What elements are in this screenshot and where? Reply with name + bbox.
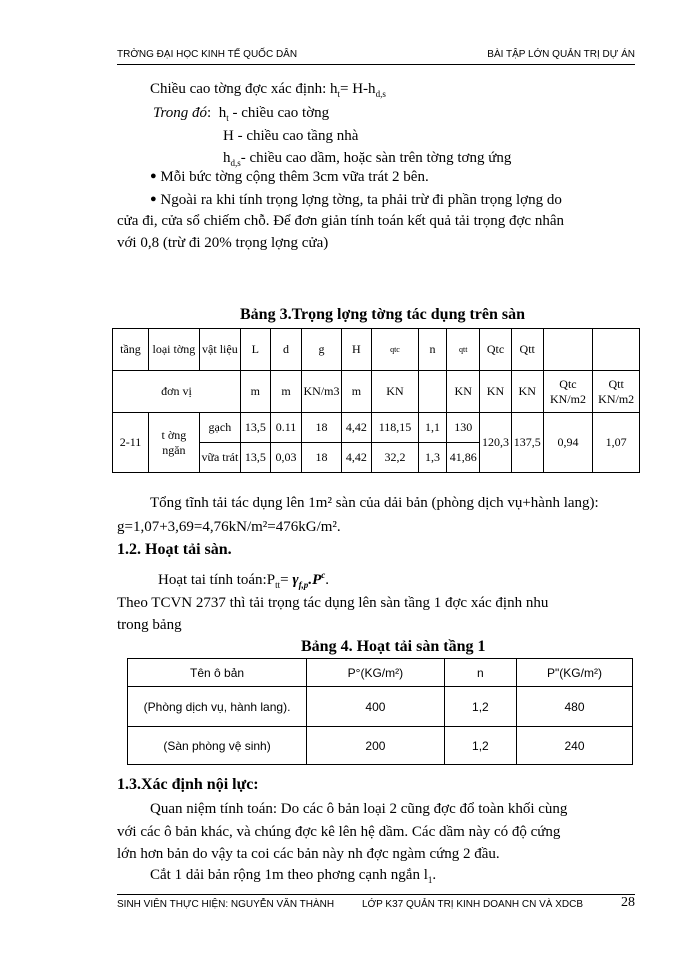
where-line1: Trong đó: $h_t$ - chiều cao tờng — [153, 105, 330, 123]
cell: 4,42 — [341, 413, 372, 443]
tcvn-line2: trong bảng — [117, 617, 182, 633]
table-row — [113, 413, 640, 443]
bullet-2: ● Ngoài ra khi tính trọng lợng tờng, ta phải trừ đi phần trọng lợng do — [150, 192, 562, 208]
sec13-line2: với các ô bản khác, và chúng đợc kê lên hệ dầm. Các dầm này có độ cứng — [117, 824, 561, 840]
where-line2: H - chiều cao tầng nhà — [223, 128, 359, 144]
sec13-line1: Quan niệm tính toán: Do các ô bản loại 2 cũng đợc đổ toàn khối cùng — [150, 801, 568, 817]
page-header — [117, 48, 635, 65]
cell: 18 — [302, 413, 341, 443]
wall-height-line: Chiều cao tờng đợc xác định: $h_t= H-h_{d,s}$ — [150, 81, 386, 99]
table-header-row — [113, 329, 640, 371]
header-right: BÀI TẬP LỚN QUẢN TRỊ DỰ ÁN — [487, 49, 635, 60]
live-load-table — [127, 658, 633, 765]
unit-cell: Qtt KN/m2 — [593, 371, 640, 413]
page-footer — [117, 894, 635, 915]
total-load-line2: g=1,07+3,69=4,76kN/m²=476kG/m². — [117, 519, 341, 535]
unit-cell: KN — [511, 371, 543, 413]
unit-cell: KN — [372, 371, 419, 413]
sec13-line3: lớn hơn bản do vậy ta coi các bản này nh đợc ngàm cứng 2 đầu. — [117, 846, 500, 862]
cell: 13,5 — [241, 413, 271, 443]
sec13-line4: Cắt 1 dải bản rộng 1m theo phơng cạnh ngắn $l_1$. — [150, 867, 437, 885]
cell: 4,42 — [341, 443, 372, 473]
loai-cell: t ờng ngăn — [148, 413, 199, 473]
unit-cell: m — [341, 371, 372, 413]
footer-student: SINH VIÊN THỰC HIỆN: NGUYỄN VĂN THÀNH — [117, 899, 335, 910]
tang-cell: 2-11 — [113, 413, 149, 473]
section-1-2-title: 1.2. Hoạt tải sàn. — [117, 541, 232, 558]
cell: 1,2 — [444, 687, 516, 727]
cell: 400 — [307, 687, 445, 727]
bullet-icon: ● — [150, 170, 157, 182]
header-cell: n — [418, 329, 447, 371]
header-cell: P°(KG/m²) — [307, 659, 445, 687]
unit-cell — [418, 371, 447, 413]
header-cell: vật liệu — [199, 329, 240, 371]
material-cell: vữa trát — [199, 443, 240, 473]
header-cell: L — [241, 329, 271, 371]
unit-cell: m — [241, 371, 271, 413]
cell: 41,86 — [447, 443, 480, 473]
cell: 240 — [516, 727, 632, 765]
header-cell: n — [444, 659, 516, 687]
total-load-line1: Tổng tĩnh tải tác dụng lên 1m² sàn của dải bản (phòng dịch vụ+hành lang): — [150, 495, 599, 511]
header-cell: qtt — [447, 329, 480, 371]
footer-class: LỚP K37 QUẢN TRỊ KINH DOANH CN VÀ XDCB — [362, 899, 584, 910]
header-cell: H — [341, 329, 372, 371]
bullet-2-line3: với 0,8 (trừ đi 20% trọng lợng cửa) — [117, 235, 329, 251]
cell: 480 — [516, 687, 632, 727]
header-cell: Tên ô bản — [128, 659, 307, 687]
tcvn-line1: Theo TCVN 2737 thì tải trọng tác dụng lên sàn tầng 1 đợc xác định nhu — [117, 595, 549, 611]
section-1-3-title: 1.3.Xác định nội lực: — [117, 776, 259, 793]
header-cell: qtc — [372, 329, 419, 371]
unit-cell: KN/m3 — [302, 371, 341, 413]
wall-weight-table — [112, 328, 640, 473]
unit-cell: KN — [447, 371, 480, 413]
header-cell: tầng — [113, 329, 149, 371]
cell: 18 — [302, 443, 341, 473]
table-units-row — [113, 371, 640, 413]
header-cell: loại tờng — [148, 329, 199, 371]
header-cell: P"(KG/m²) — [516, 659, 632, 687]
cell: 1,1 — [418, 413, 447, 443]
cell: 32,2 — [372, 443, 419, 473]
live-load-formula: Hoạt tai tính $toán:P_{tt}= \gamma_{f,p}.P^c$. — [158, 570, 329, 590]
cell: 0.11 — [270, 413, 302, 443]
header-cell: d — [270, 329, 302, 371]
unit-cell: m — [270, 371, 302, 413]
page-number: 28 — [621, 895, 635, 910]
table-row — [128, 727, 633, 765]
header-cell: g — [302, 329, 341, 371]
units-label: đơn vị — [113, 371, 241, 413]
Qtc-cell: 120,3 — [480, 413, 512, 473]
bullet-1: ● Mỗi bức tờng cộng thêm 3cm vữa trát 2 bên. — [150, 169, 429, 185]
table-header-row — [128, 659, 633, 687]
material-cell: gạch — [199, 413, 240, 443]
Qtt-m2-cell: 1,07 — [593, 413, 640, 473]
cell: 118,15 — [372, 413, 419, 443]
bullet-icon: ● — [150, 193, 157, 205]
header-left: TRỜNG ĐẠI HỌC KINH TẾ QUỐC DÂN — [117, 49, 298, 60]
cell: 0,03 — [270, 443, 302, 473]
cell: (Sàn phòng vệ sinh) — [128, 727, 307, 765]
cell: 1,3 — [418, 443, 447, 473]
unit-cell: KN — [480, 371, 512, 413]
cell: 130 — [447, 413, 480, 443]
bullet-2-line2: cửa đi, cửa sổ chiếm chỗ. Để đơn giản tính toán kết quả tải trọng đợc nhân — [117, 213, 564, 229]
Qtt-cell: 137,5 — [511, 413, 543, 473]
cell: (Phòng dịch vụ, hành lang). — [128, 687, 307, 727]
header-cell: Qtc — [480, 329, 512, 371]
Qtc-m2-cell: 0,94 — [543, 413, 593, 473]
table-row — [128, 687, 633, 727]
where-line3: $h_{d,s}-$ chiều cao dầm, hoặc sàn trên tờng tơng ứng — [223, 150, 512, 168]
table4-caption: Bảng 4. Hoạt tải sàn tầng 1 — [301, 638, 486, 655]
table3-caption: Bảng 3.Trọng lợng tờng tác dụng trên sàn — [240, 306, 526, 323]
header-cell: Qtt — [511, 329, 543, 371]
cell: 13,5 — [241, 443, 271, 473]
unit-cell: Qtc KN/m2 — [543, 371, 593, 413]
cell: 1,2 — [444, 727, 516, 765]
cell: 200 — [307, 727, 445, 765]
